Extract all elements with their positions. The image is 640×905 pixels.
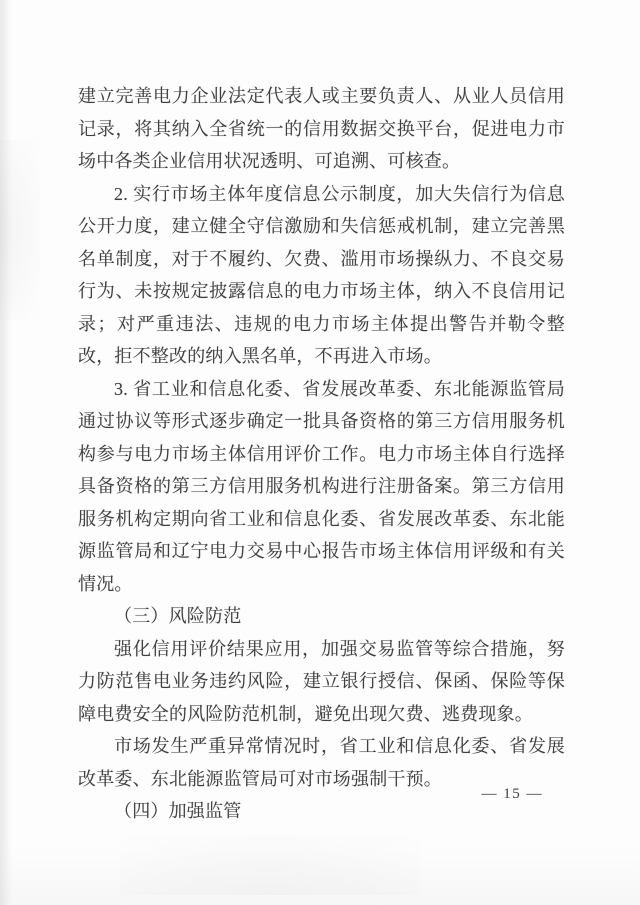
section-heading-3-risk-prevention: （三）风险防范 <box>114 606 242 626</box>
scan-edge-shading-left <box>0 0 12 905</box>
paragraph-market-abnormal-intervention: 市场发生严重异常情况时，省工业和信息化委、省发展改革委、东北能源监管局可对市场强制干预。 <box>78 736 565 789</box>
scan-artifact <box>120 835 420 895</box>
document-content <box>78 80 565 828</box>
page-number: — 15 — <box>481 786 543 802</box>
section-heading-4-strengthen-supervision: （四）加强监管 <box>114 801 242 821</box>
scan-edge-shading-bottom <box>0 845 640 905</box>
paragraph-credit-records-continuation: 建立完善电力企业法定代表人或主要负责人、从业人员信用记录，将其纳入全省统一的信用数据交换平台，促进电力市场中各类企业信用状况透明、可追溯、可核查。 <box>78 86 565 171</box>
paragraph-item-3-third-party-credit-agencies: 3. 省工业和信息化委、省发展改革委、东北能源监管局通过协议等形式逐步确定一批具备资格的第三方信用服务机构参与电力市场主体信用评价工作。电力市场主体自行选择具备资格的第三方信用服务机构进行注册备案。第三方信用服务机构定期向省工业和信息化委、省发展改革委、东北能源监管局和辽宁电力交易中心报告市场主体信用评级和有关情况。 <box>78 378 565 594</box>
scan-artifact <box>0 140 40 320</box>
paragraph-item-2-annual-disclosure-blacklist: 2. 实行市场主体年度信息公示制度，加大失信行为信息公开力度，建立健全守信激励和失信惩戒机制，建立完善黑名单制度，对于不履约、欠费、滥用市场操纵力、不良交易行为、未按规定披露信息的电力市场主体，纳入不良信用记录；对严重违法、违规的电力市场主体提出警告并勒令整改，拒不整改的纳入黑名单，不再进入市场。 <box>78 183 565 366</box>
paragraph-risk-prevention-measures: 强化信用评价结果应用，加强交易监管等综合措施，努力防范售电业务违约风险，建立银行授信、保函、保险等保障电费安全的风险防范机制，避免出现欠费、逃费现象。 <box>78 638 565 724</box>
